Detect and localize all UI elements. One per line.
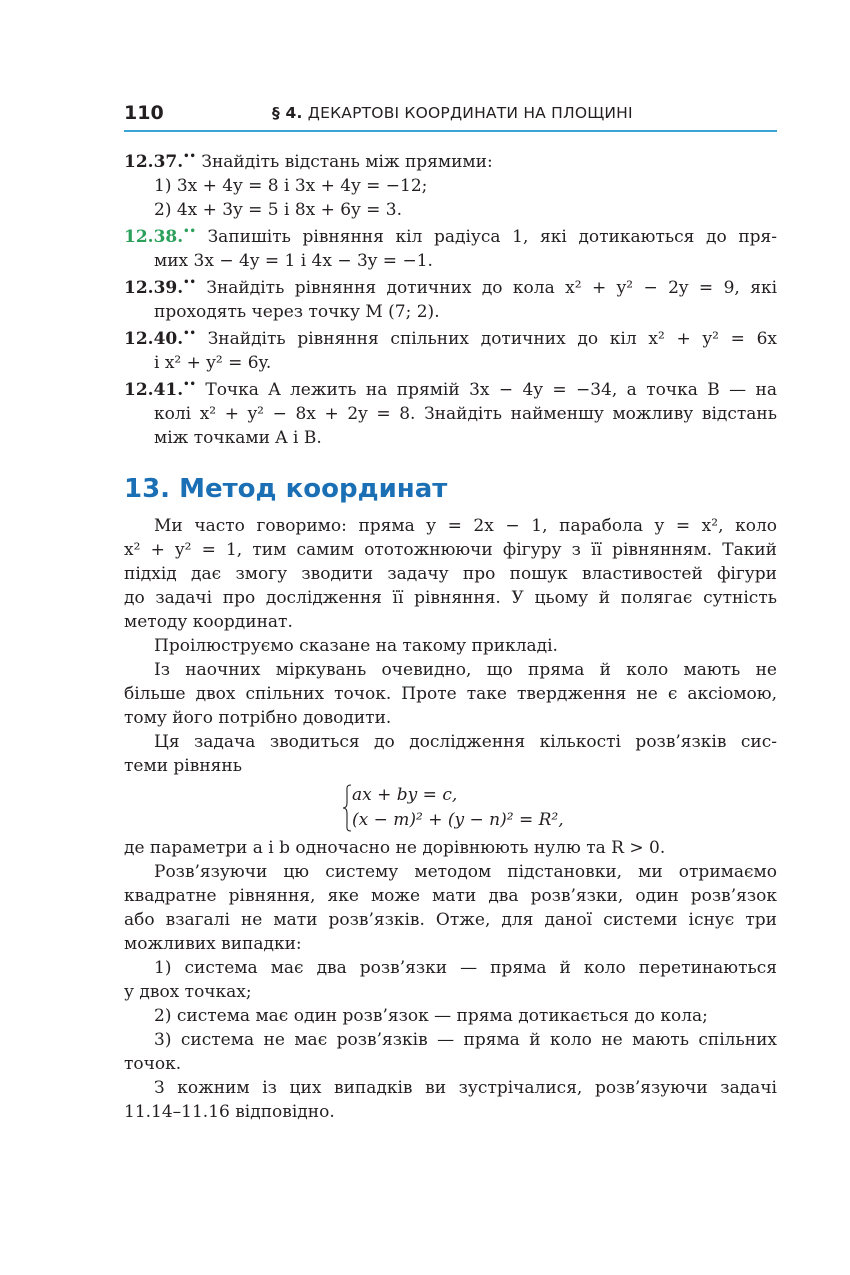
exercise-12-37: [124, 150, 777, 222]
page-number: 110: [124, 102, 164, 124]
exercise-number: 12.37.••: [124, 151, 196, 172]
text-line: 11.14–11.16 відповідно.: [124, 1102, 335, 1122]
exercise-text-line: між точками A і B.: [154, 428, 322, 448]
paragraph: [124, 514, 777, 634]
running-head-section-number: § 4.: [272, 104, 303, 122]
text-line: 3) система не має розв’язків — пряма й коло не мають спільних: [154, 1030, 777, 1050]
exercise-text-line: і x² + y² = 6y.: [154, 353, 272, 373]
paragraph: [124, 1028, 777, 1076]
exercise-12-41: [124, 378, 777, 450]
exercise-item: 2) 4x + 3y = 5 і 8x + 6y = 3.: [154, 200, 402, 220]
equation-system: [124, 780, 777, 834]
text-line: x² + y² = 1, тим самим ототожнюючи фігуру з її рівнянням. Такий: [124, 540, 777, 560]
exercise-12-40: [124, 327, 777, 375]
section-heading: 13. Метод координат: [124, 474, 448, 504]
text-line: у двох точках;: [124, 982, 252, 1002]
exercise-text-line: Запишіть рівняння кіл радіуса 1, які дотикаються до пря-: [207, 227, 778, 247]
paragraph: [124, 836, 777, 860]
exercise-text-line: Точка A лежить на прямій 3x − 4y = −34, а точка B — на: [205, 380, 777, 400]
exercise-number: 12.40.••: [124, 328, 196, 349]
text-line: тому його потрібно доводити.: [124, 708, 392, 728]
text-line: або взагалі не мати розв’язків. Отже, для даної системи існує три: [124, 910, 777, 930]
page-content: [124, 150, 777, 1124]
paragraph: [124, 1076, 777, 1124]
text-line: де параметри a і b одночасно не дорівнюють нулю та R > 0.: [124, 838, 666, 858]
paragraph: [124, 730, 777, 778]
text-line: більше двох спільних точок. Проте таке твердження не є аксіомою,: [124, 684, 777, 704]
exercise-12-38: [124, 225, 777, 273]
text-line: Проілюструємо сказане на такому прикладі.: [154, 636, 558, 656]
exercise-text-line: Знайдіть рівняння дотичних до кола x² + y² − 2y = 9, які: [206, 278, 778, 298]
text-line: Розв’язуючи цю систему методом підстановки, ми отримаємо: [154, 862, 777, 882]
text-line: підхід дає змогу зводити задачу про пошук властивостей фігури: [124, 564, 777, 584]
exercise-text: Знайдіть відстань між прямими:: [201, 152, 493, 172]
paragraph: [124, 634, 777, 658]
exercise-12-39: [124, 276, 777, 324]
text-line: З кожним із цих випадків ви зустрічалися, розв’язуючи задачі: [154, 1078, 777, 1098]
exercise-number: 12.38.••: [124, 226, 196, 247]
text-line: 1) система має два розв’язки — пряма й коло перетинаються: [154, 958, 777, 978]
exercise-item: 1) 3x + 4y = 8 і 3x + 4y = −12;: [154, 176, 428, 196]
text-line: можливих випадки:: [124, 934, 302, 954]
paragraph: [124, 860, 777, 956]
text-line: Із наочних міркувань очевидно, що пряма й коло мають не: [154, 660, 777, 680]
system-equation-2: (x − m)² + (y − n)² = R²,: [352, 810, 564, 830]
text-line: Ця задача зводиться до дослідження кількості розв’язків сис-: [154, 732, 777, 752]
exercise-text-line: колі x² + y² − 8x + 2y = 8. Знайдіть найменшу можливу відстань: [154, 404, 777, 424]
system-equation-1: ax + by = c,: [352, 785, 458, 805]
text-line: теми рівнянь: [124, 756, 242, 776]
exercise-text-line: Знайдіть рівняння спільних дотичних до кіл x² + y² = 6x: [207, 329, 777, 349]
text-line: точок.: [124, 1054, 182, 1074]
exercise-number: 12.41.••: [124, 379, 196, 400]
text-line: методу координат.: [124, 612, 293, 632]
left-brace: [342, 784, 352, 832]
text-line: Ми часто говоримо: пряма y = 2x − 1, парабола y = x², коло: [154, 516, 777, 536]
exercise-text-line: мих 3x − 4y = 1 і 4x − 3y = −1.: [154, 251, 433, 271]
text-line: 2) система має один розв’язок — пряма дотикається до кола;: [154, 1006, 708, 1026]
text-line: до задачі про дослідження її рівняння. У цьому й полягає сутність: [124, 588, 777, 608]
page-header: [124, 100, 777, 132]
running-head-title: ДЕКАРТОВІ КООРДИНАТИ НА ПЛОЩИНІ: [307, 104, 633, 122]
exercise-text-line: проходять через точку M (7; 2).: [154, 302, 440, 322]
exercise-number: 12.39.••: [124, 277, 196, 298]
paragraph: [124, 956, 777, 1004]
paragraph: [124, 1004, 777, 1028]
running-head: [272, 104, 633, 122]
text-line: квадратне рівняння, яке може мати два розв’язки, один розв’язок: [124, 886, 777, 906]
paragraph: [124, 658, 777, 730]
